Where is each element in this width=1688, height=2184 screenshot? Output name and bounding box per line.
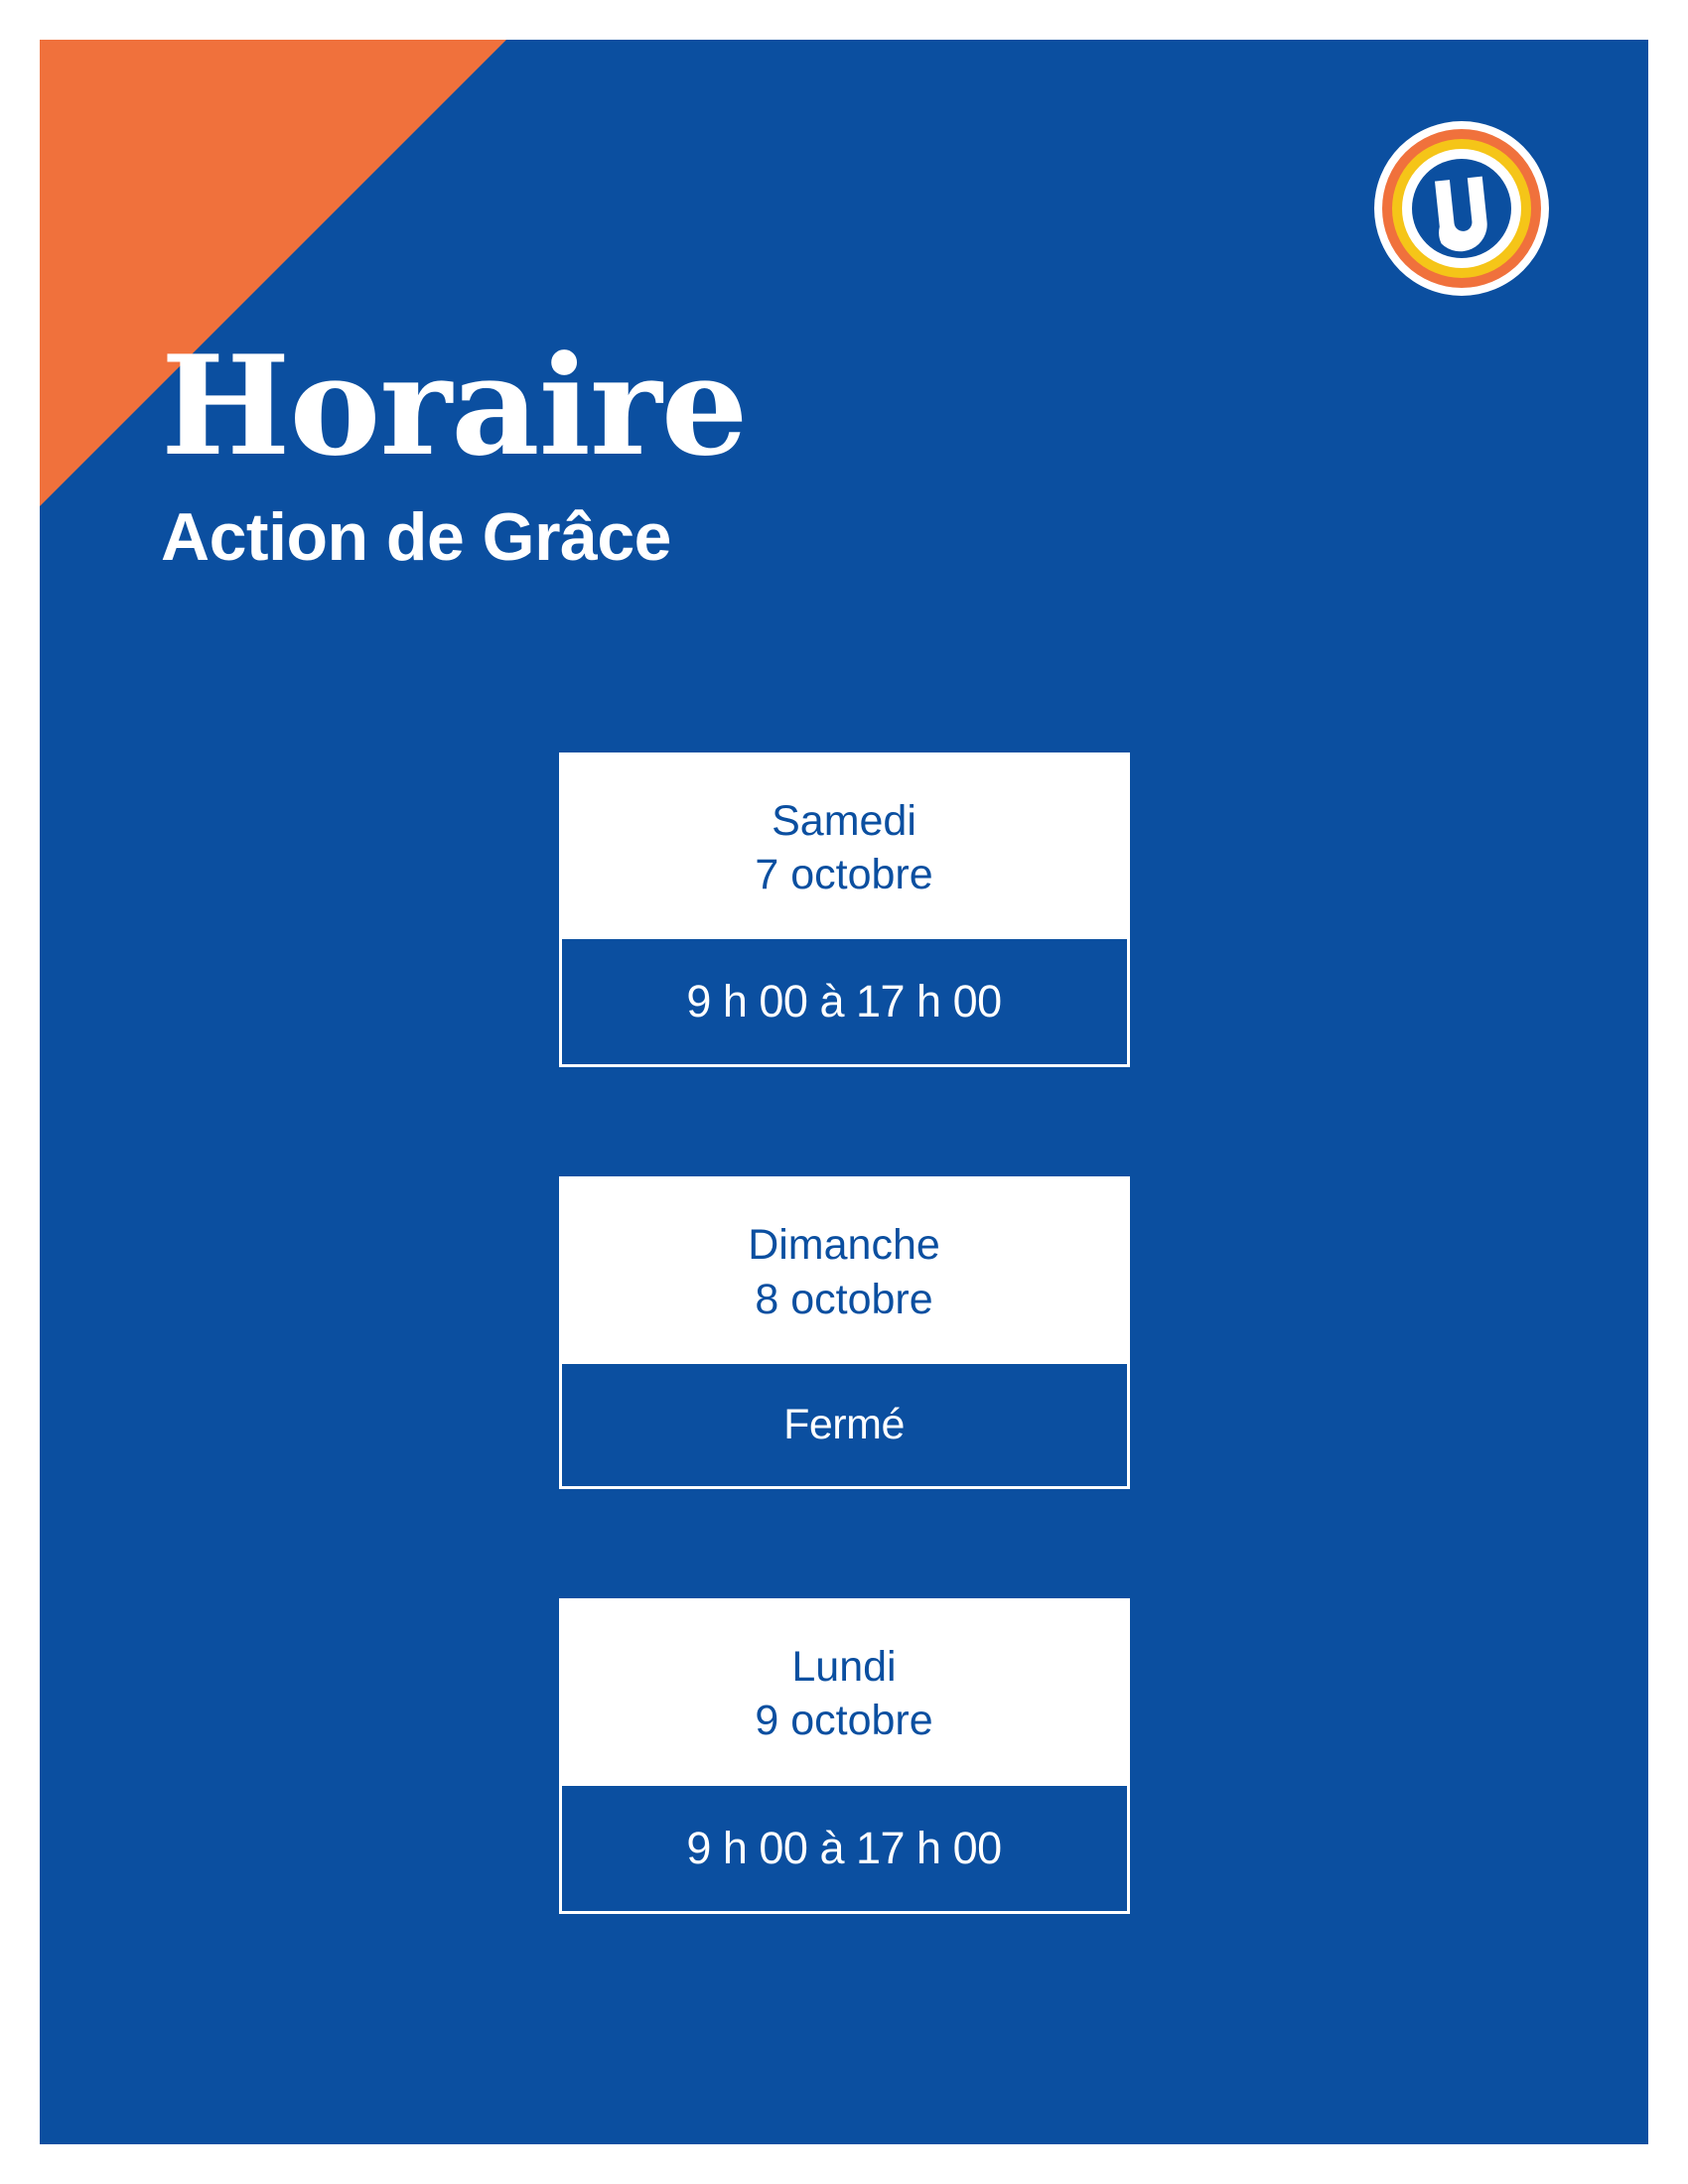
schedule-card-hours: 9 h 00 à 17 h 00 bbox=[559, 1786, 1130, 1914]
schedule-day-date: 8 octobre bbox=[755, 1275, 933, 1323]
schedule-day-name: Lundi bbox=[791, 1643, 897, 1692]
schedule-list bbox=[40, 752, 1648, 1914]
page-title: Horaire bbox=[161, 325, 748, 486]
schedule-day-date: 9 octobre bbox=[755, 1697, 933, 1745]
schedule-card-hours: 9 h 00 à 17 h 00 bbox=[559, 939, 1130, 1067]
schedule-card-day bbox=[559, 752, 1130, 939]
page-subtitle: Action de Grâce bbox=[161, 499, 671, 575]
title-block bbox=[161, 325, 1253, 575]
poster-canvas bbox=[40, 40, 1648, 2144]
schedule-card bbox=[559, 1176, 1130, 1489]
schedule-day-name: Samedi bbox=[772, 797, 916, 845]
schedule-day-name: Dimanche bbox=[748, 1221, 940, 1270]
schedule-card-day bbox=[559, 1176, 1130, 1363]
schedule-card-day bbox=[559, 1598, 1130, 1785]
schedule-card-hours: Fermé bbox=[559, 1364, 1130, 1490]
schedule-day-date: 7 octobre bbox=[755, 851, 933, 899]
schedule-card bbox=[559, 752, 1130, 1067]
schedule-card bbox=[559, 1598, 1130, 1913]
university-logo bbox=[1372, 119, 1551, 298]
